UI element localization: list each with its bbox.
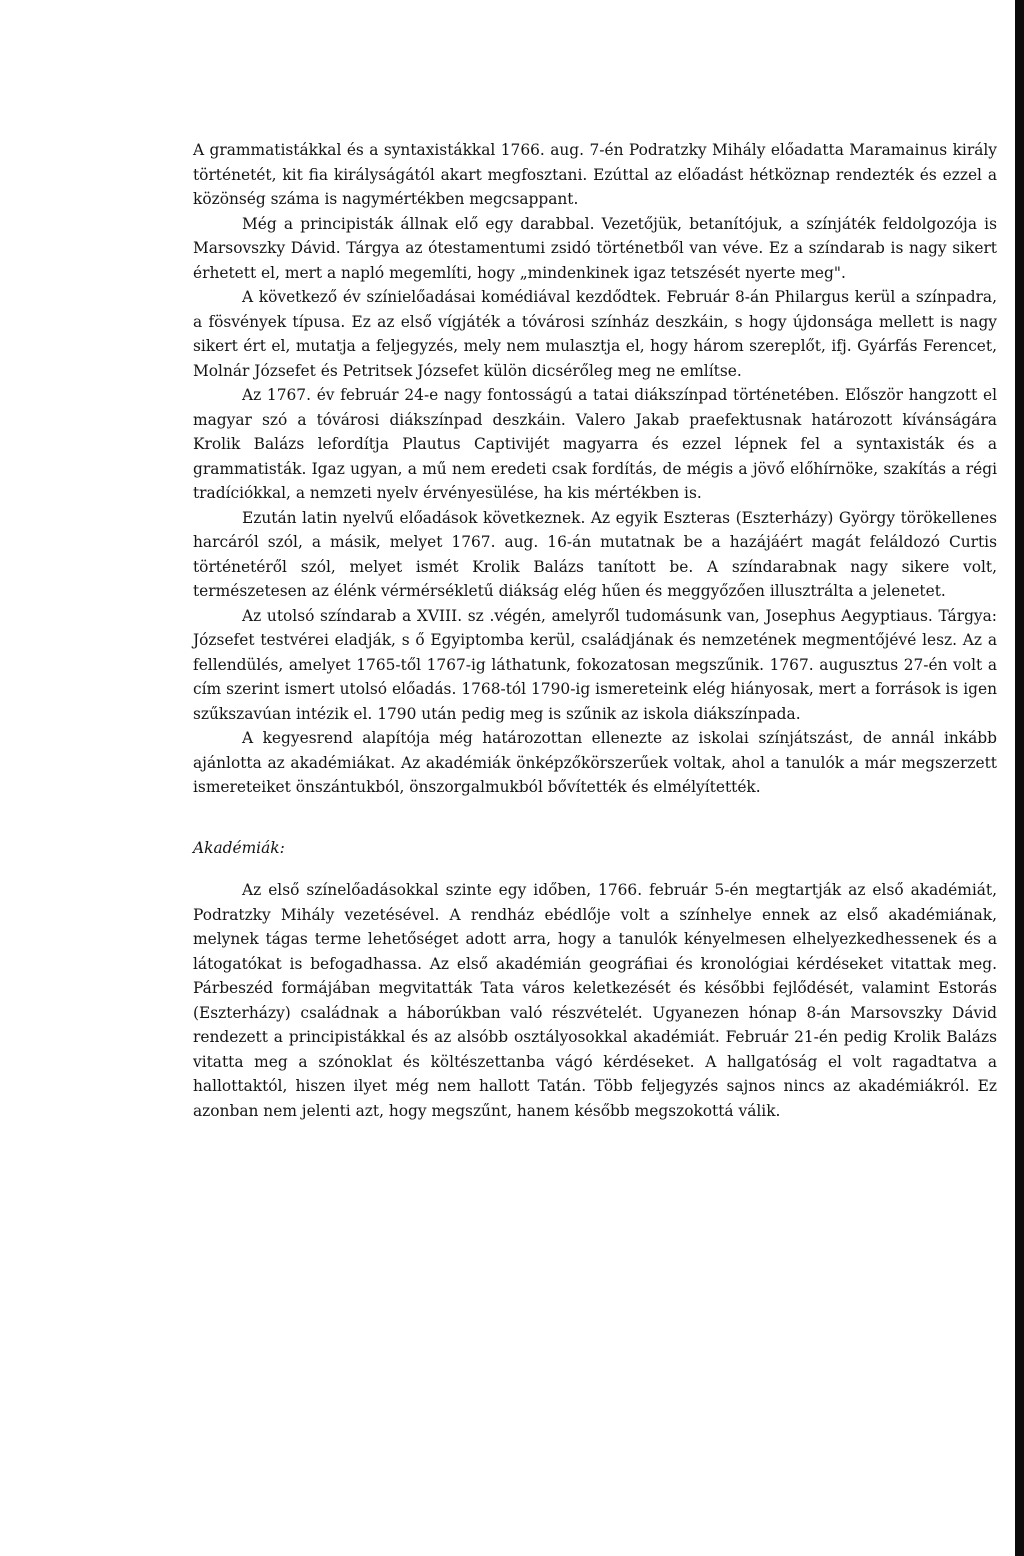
paragraph-kegyesrend: A kegyesrend alapítója még határozottan ellenezte az iskolai színjátszást, de annál inkább ajánlotta az akadémiákat. Az akadémiák önképzőkörszerűek voltak, ahol a tanulók a már megszerzett ismereteiket önszántukból, önszorgalmukból bővítették és elmélyítették.: [193, 729, 997, 796]
paragraph-latin-eloadasok: Ezután latin nyelvű előadások következnek. Az egyik Eszteras (Eszterházy) György törökellenes harcáról szól, a másik, melyet 1767. aug. 16-án mutatnak be a hazájáért magát feláldozó Curtis történetéről szól, melyet ismét Krolik Balázs tanított be. A színdarabnak nagy sikere volt, természetesen az élénk vérmérsékletű diákság elég hűen és meggyőzően illusztrálta a jelenetet.: [193, 508, 997, 600]
document-page: [193, 138, 997, 1123]
scan-edge-bar: [1015, 0, 1024, 1556]
paragraph-1767-februar: Az 1767. év február 24-e nagy fontosságú a tatai diákszínpad történetében. Először hangzott el magyar szó a tóvárosi diákszínpad deszkáin. Valero Jakab praefektusnak határozott kívánságára Krolik Balázs lefordítja Plautus Captivijét magyarra és ezzel lépnek fel a syntaxisták és a grammatisták. Igaz ugyan, a mű nem eredeti csak fordítás, de mégis a jövő előhírnöke, szakítás a régi tradíciókkal, a nemzeti nyelv érvényesülése, ha kis mértékben is.: [193, 386, 997, 502]
section-heading-akademiak: Akadémiák:: [193, 838, 285, 857]
paragraph-principistak: Még a principisták állnak elő egy darabbal. Vezetőjük, betanítójuk, a színjáték feldolgozója is Marsovszky Dávid. Tárgya az ótestamentumi zsidó történetből van véve. Ez a színdarab is nagy sikert érhetett el, mert a napló megemlíti, hogy „mindenkinek igaz tetszését nyerte meg".: [193, 214, 997, 282]
paragraph-philargus: A következő év színielőadásai komédiával kezdődtek. Február 8-án Philargus kerül a színpadra, a fösvények típusa. Ez az első vígjáték a tóvárosi színház deszkáin, s hogy újdonsága mellett is nagy sikert ért el, mutatja a feljegyzés, mely nem mulasztja el, hogy három szereplőt, ifj. Gyárfás Ferencet, Molnár Józsefet és Petritsek Józsefet külön dicsérőleg meg ne említse.: [193, 288, 997, 380]
paragraph-grammatistak: A grammatistákkal és a syntaxistákkal 1766. aug. 7-én Podratzky Mihály előadatta Maramainus király történetét, kit fia királyságától akart megfosztani. Ezúttal az előadást hétköznap rendezték és ezzel a közönség száma is nagymértékben megcsappant.: [193, 141, 997, 208]
paragraph-elso-akademia: Az első színelőadásokkal szinte egy időben, 1766. február 5-én megtartják az első akadémiát, Podratzky Mihály vezetésével. A rendház ebédlője volt a színhelye ennek az első akadémiának, melynek tágas terme lehetőséget adott arra, hogy a tanulók kényelmesen elhelyezkedhessenek és a látogatókat is befogadhassa. Az első akadémián geográfiai és kronológiai kérdéseket vitattak meg. Párbeszéd formájában megvitatták Tata város keletkezését és későbbi fejlődését, valamint Estorás (Eszterházy) családnak a háborúkban való részvételét. Ugyanezen hónap 8-án Marsovszky Dávid rendezett a principistákkal és az alsóbb osztályosokkal akadémiát. Február 21-én pedig Krolik Balázs vitatta meg a szónoklat és költészettanba vágó kérdéseket. A hallgatóság el volt ragadtatva a hallottaktól, hiszen ilyet még nem hallott Tatán. Több feljegyzés sajnos nincs az akadémiákról. Ez azonban nem jelenti azt, hogy megszűnt, hanem később megszokottá válik.: [193, 881, 997, 1120]
paragraph-utolso-szindarab: Az utolsó színdarab a XVIII. sz .végén, amelyről tudomásunk van, Josephus Aegyptiaus. Tárgya: Józsefet testvérei eladják, s ő Egyiptomba kerül, családjának és nemzetének megmentőjévé lesz. Az a fellendülés, amelyet 1765-től 1767-ig láthatunk, fokozatosan megszűnik. 1767. augusztus 27-én volt a cím szerint ismert utolsó előadás. 1768-tól 1790-ig ismereteink elég hiányosak, mert a források is igen szűkszavúan intézik el. 1790 után pedig meg is szűnik az iskola diákszínpada.: [193, 606, 997, 723]
